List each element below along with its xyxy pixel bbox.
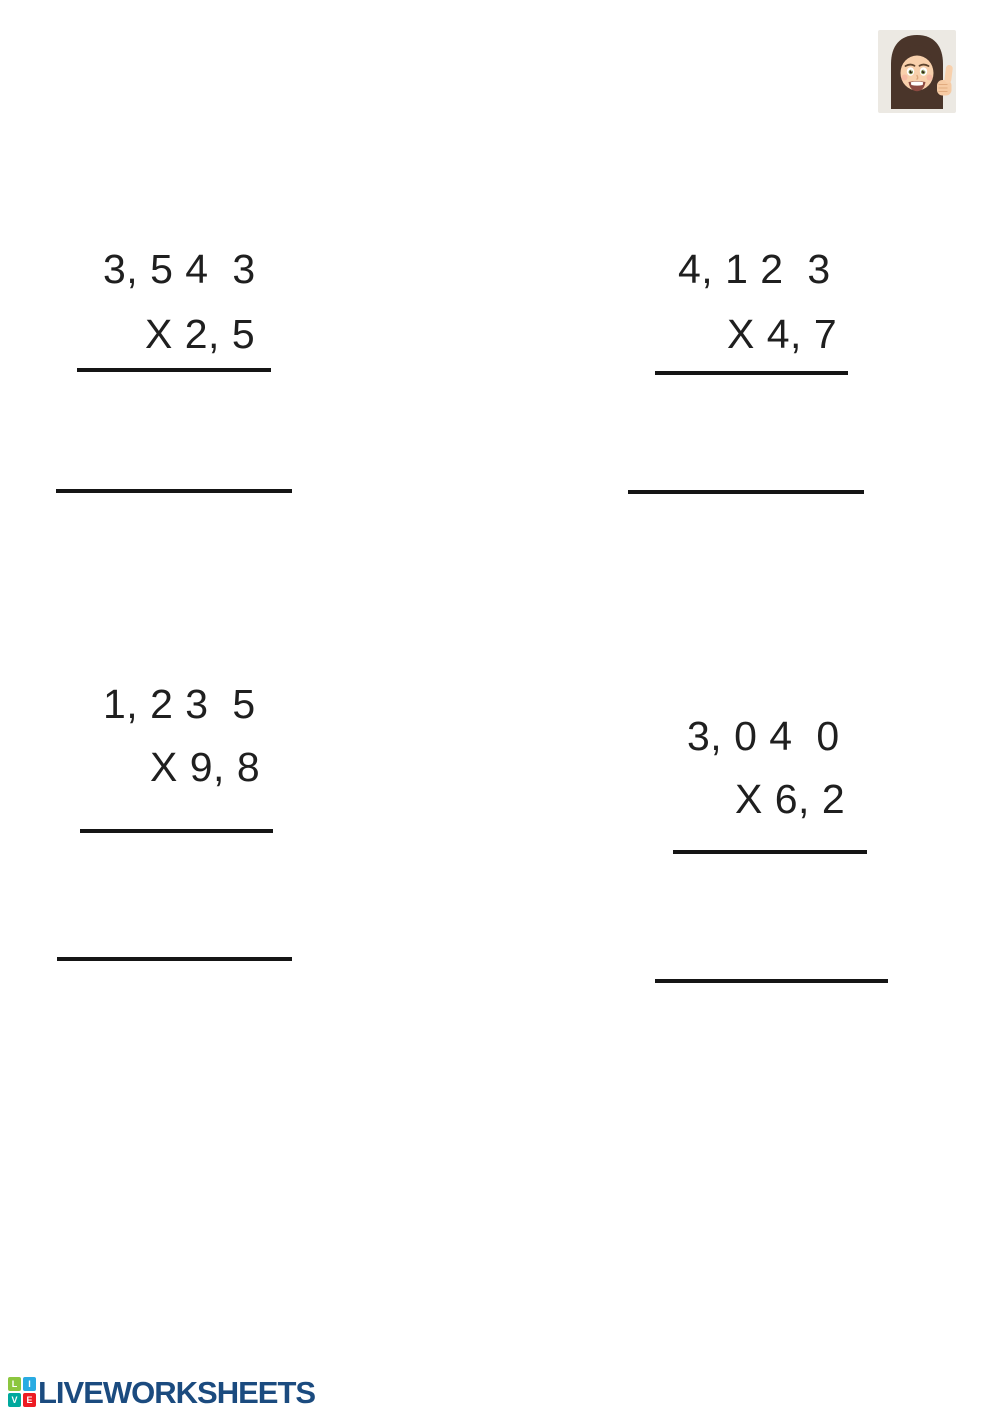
answer-line	[655, 979, 888, 983]
multiplication-line	[673, 850, 867, 854]
multiplier-row: X 6, 2	[735, 776, 846, 822]
multiplicand: 3, 0 4 0	[687, 713, 840, 759]
answer-line	[57, 957, 292, 961]
blush-right	[927, 75, 933, 81]
answer-area[interactable]	[56, 376, 292, 486]
liveworksheets-logo[interactable]	[8, 1374, 315, 1408]
teeth	[911, 82, 923, 86]
liveworksheets-logo-icon	[8, 1377, 36, 1407]
multiplication-line	[655, 371, 848, 375]
blush-left	[902, 75, 908, 81]
multiplicand: 1, 2 3 5	[103, 681, 256, 727]
multiplier-row: X 9, 8	[150, 744, 261, 790]
liveworksheets-logo-text: LIVEWORKSHEETS	[38, 1375, 316, 1410]
answer-area[interactable]	[655, 858, 888, 975]
memoji-girl-thumbs-up-icon	[878, 30, 956, 113]
multiplicand: 4, 1 2 3	[678, 246, 831, 292]
answer-line	[628, 490, 864, 494]
answer-area[interactable]	[57, 837, 292, 954]
multiplier-row: X 4, 7	[727, 311, 838, 357]
answer-line	[56, 489, 292, 493]
multiplicand: 3, 5 4 3	[103, 246, 256, 292]
multiplication-line	[77, 368, 271, 372]
multiplier-row: X 2, 5	[145, 311, 256, 357]
answer-area[interactable]	[628, 379, 864, 486]
logo-tile-i: I	[23, 1377, 36, 1391]
logo-tile-v: V	[8, 1393, 21, 1407]
avatar	[878, 30, 956, 113]
eye-highlight-right	[923, 70, 924, 71]
nose	[917, 76, 918, 80]
logo-tile-e: E	[23, 1393, 36, 1407]
logo-tile-l: L	[8, 1377, 21, 1391]
multiplication-line	[80, 829, 273, 833]
eye-highlight-left	[911, 70, 912, 71]
